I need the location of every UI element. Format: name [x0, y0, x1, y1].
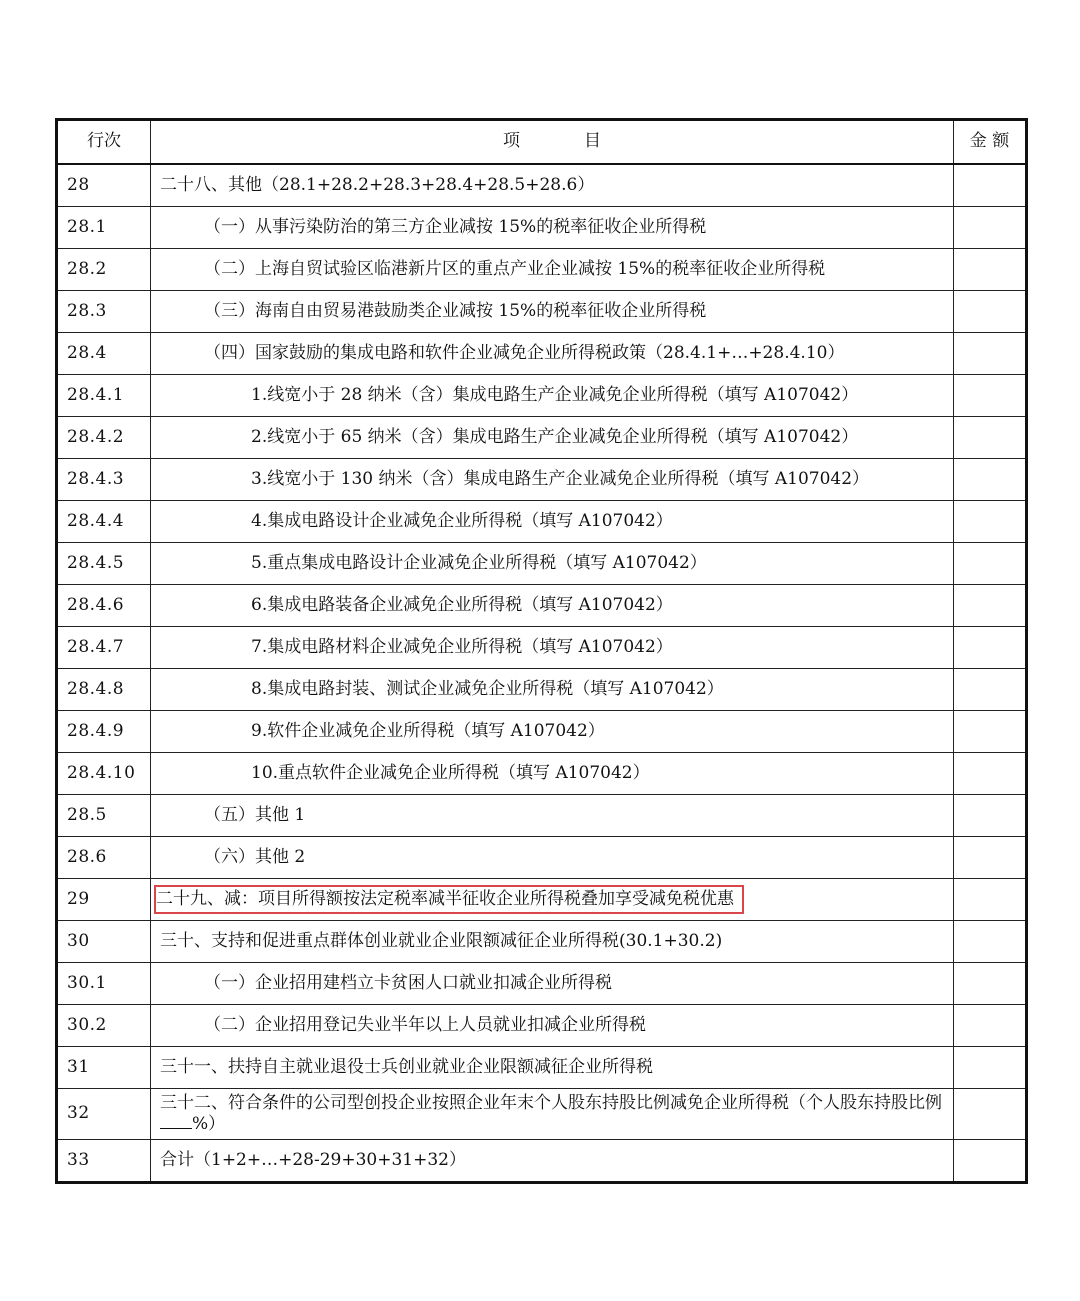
row-amount-cell[interactable] [954, 291, 1027, 333]
table-row [57, 711, 1027, 753]
row-item [151, 837, 954, 879]
row-number: 28.5 [57, 795, 151, 837]
row-item [151, 1005, 954, 1047]
table-row [57, 1089, 1027, 1140]
row-amount-cell[interactable] [954, 711, 1027, 753]
row-amount-cell[interactable] [954, 795, 1027, 837]
row-number: 29 [57, 879, 151, 921]
table-row [57, 753, 1027, 795]
row-item [151, 459, 954, 501]
row-item [151, 795, 954, 837]
row-number: 30.2 [57, 1005, 151, 1047]
row-amount-cell[interactable] [954, 669, 1027, 711]
row-item [151, 585, 954, 627]
row-amount-cell[interactable] [954, 627, 1027, 669]
row-item [151, 417, 954, 459]
row-item [151, 627, 954, 669]
table-row [57, 164, 1027, 207]
table-row [57, 459, 1027, 501]
row-amount-cell[interactable] [954, 333, 1027, 375]
row-item [151, 164, 954, 207]
row-amount-cell[interactable] [954, 921, 1027, 963]
row-number: 28.4 [57, 333, 151, 375]
row-number: 28.4.7 [57, 627, 151, 669]
table-row [57, 837, 1027, 879]
row-item [151, 753, 954, 795]
table-row [57, 417, 1027, 459]
row-item [151, 669, 954, 711]
row-item-text: 5.重点集成电路设计企业减免企业所得税（填写 A107042） [251, 552, 707, 573]
row-number: 30.1 [57, 963, 151, 1005]
row-number: 28.4.3 [57, 459, 151, 501]
table-row [57, 669, 1027, 711]
row-number: 28 [57, 164, 151, 207]
row-amount-cell[interactable] [954, 1140, 1027, 1183]
row-number: 28.4.1 [57, 375, 151, 417]
row-amount-cell[interactable] [954, 1047, 1027, 1089]
row-number: 32 [57, 1089, 151, 1140]
header-amount: 金 额 [954, 120, 1027, 165]
table-row [57, 1047, 1027, 1089]
row-item [151, 291, 954, 333]
row-amount-cell[interactable] [954, 1005, 1027, 1047]
row-amount-cell[interactable] [954, 753, 1027, 795]
table-row-highlighted [57, 879, 1027, 921]
highlighted-row-item-text: 二十九、减：项目所得额按法定税率减半征收企业所得税叠加享受减免税优惠 [154, 885, 744, 914]
table-row [57, 627, 1027, 669]
row-item-text: 2.线宽小于 65 纳米（含）集成电路生产企业减免企业所得税（填写 A107042） [251, 426, 859, 447]
row-item-text: （三）海南自由贸易港鼓励类企业减按 15%的税率征收企业所得税 [204, 300, 707, 321]
row-item [151, 921, 954, 963]
table-row [57, 1005, 1027, 1047]
row-item-text-suffix: %） [192, 1114, 226, 1134]
row-number: 28.4.2 [57, 417, 151, 459]
row-item [151, 1047, 954, 1089]
table-row [57, 921, 1027, 963]
row-amount-cell[interactable] [954, 164, 1027, 207]
row-item-text: （五）其他 1 [204, 804, 306, 825]
row-amount-cell[interactable] [954, 417, 1027, 459]
table-row [57, 291, 1027, 333]
row-item-text: 8.集成电路封装、测试企业减免企业所得税（填写 A107042） [251, 678, 724, 699]
row-amount-cell[interactable] [954, 1089, 1027, 1140]
row-amount-cell[interactable] [954, 837, 1027, 879]
row-item-text: 3.线宽小于 130 纳米（含）集成电路生产企业减免企业所得税（填写 A107042） [251, 468, 870, 489]
row-item [151, 249, 954, 291]
table-row [57, 543, 1027, 585]
table-row [57, 963, 1027, 1005]
row-amount-cell[interactable] [954, 879, 1027, 921]
row-item [151, 963, 954, 1005]
row-item-text: （二）企业招用登记失业半年以上人员就业扣减企业所得税 [204, 1014, 646, 1035]
fill-in-blank[interactable] [160, 1114, 192, 1129]
row-item-text: （二）上海自贸试验区临港新片区的重点产业企业减按 15%的税率征收企业所得税 [204, 258, 826, 279]
row-item-text: （六）其他 2 [204, 846, 306, 867]
row-item [151, 1140, 954, 1183]
row-item-text: （一）企业招用建档立卡贫困人口就业扣减企业所得税 [204, 972, 612, 993]
table-row [57, 501, 1027, 543]
row-amount-cell[interactable] [954, 501, 1027, 543]
row-item-text: 1.线宽小于 28 纳米（含）集成电路生产企业减免企业所得税（填写 A107042） [251, 384, 859, 405]
table-row [57, 375, 1027, 417]
row-amount-cell[interactable] [954, 207, 1027, 249]
row-number: 28.4.4 [57, 501, 151, 543]
row-number: 28.4.6 [57, 585, 151, 627]
table-row [57, 249, 1027, 291]
row-item-text: 二十八、其他（28.1+28.2+28.3+28.4+28.5+28.6） [160, 174, 595, 195]
row-item [151, 501, 954, 543]
row-item [151, 333, 954, 375]
row-item [151, 711, 954, 753]
table-row [57, 1140, 1027, 1183]
row-item-text: 7.集成电路材料企业减免企业所得税（填写 A107042） [251, 636, 673, 657]
header-item-part-a: 项 [503, 131, 520, 152]
row-number: 28.1 [57, 207, 151, 249]
table-row [57, 333, 1027, 375]
row-item-text: （一）从事污染防治的第三方企业减按 15%的税率征收企业所得税 [204, 216, 707, 237]
row-item [151, 543, 954, 585]
header-item-part-b: 目 [584, 131, 601, 152]
row-item-text: 合计（1+2+…+28-29+30+31+32） [160, 1149, 466, 1170]
row-number: 28.4.10 [57, 753, 151, 795]
table-row [57, 585, 1027, 627]
row-item-text: （四）国家鼓励的集成电路和软件企业减免企业所得税政策（28.4.1+…+28.4.10） [204, 342, 845, 363]
row-number: 28.2 [57, 249, 151, 291]
row-number: 28.3 [57, 291, 151, 333]
row-number: 28.4.5 [57, 543, 151, 585]
row-number: 28.4.8 [57, 669, 151, 711]
row-item-text: 6.集成电路装备企业减免企业所得税（填写 A107042） [251, 594, 673, 615]
header-row-number: 行次 [57, 120, 151, 165]
table-row [57, 795, 1027, 837]
row-amount-cell[interactable] [954, 543, 1027, 585]
header-item [151, 120, 954, 165]
row-amount-cell[interactable] [954, 249, 1027, 291]
row-amount-cell[interactable] [954, 375, 1027, 417]
row-item-text: 9.软件企业减免企业所得税（填写 A107042） [251, 720, 605, 741]
row-item [151, 207, 954, 249]
row-item [151, 879, 954, 921]
row-item-text: 4.集成电路设计企业减免企业所得税（填写 A107042） [251, 510, 673, 531]
row-number: 30 [57, 921, 151, 963]
row-item-text: 三十、支持和促进重点群体创业就业企业限额减征企业所得税(30.1+30.2) [160, 930, 723, 951]
row-number: 33 [57, 1140, 151, 1183]
row-amount-cell[interactable] [954, 459, 1027, 501]
row-item [151, 375, 954, 417]
row-item-text: 三十一、扶持自主就业退役士兵创业就业企业限额减征企业所得税 [160, 1056, 653, 1077]
table-row [57, 207, 1027, 249]
row-number: 28.6 [57, 837, 151, 879]
row-amount-cell[interactable] [954, 963, 1027, 1005]
row-item-text: 10.重点软件企业减免企业所得税（填写 A107042） [251, 762, 650, 783]
row-item [151, 1089, 954, 1140]
tax-relief-table [55, 118, 1028, 1184]
row-item-text: 三十二、符合条件的公司型创投企业按照企业年末个人股东持股比例减免企业所得税（个人股东持股比例 [160, 1092, 942, 1113]
table-header-row [57, 120, 1027, 165]
row-number: 28.4.9 [57, 711, 151, 753]
row-amount-cell[interactable] [954, 585, 1027, 627]
row-number: 31 [57, 1047, 151, 1089]
